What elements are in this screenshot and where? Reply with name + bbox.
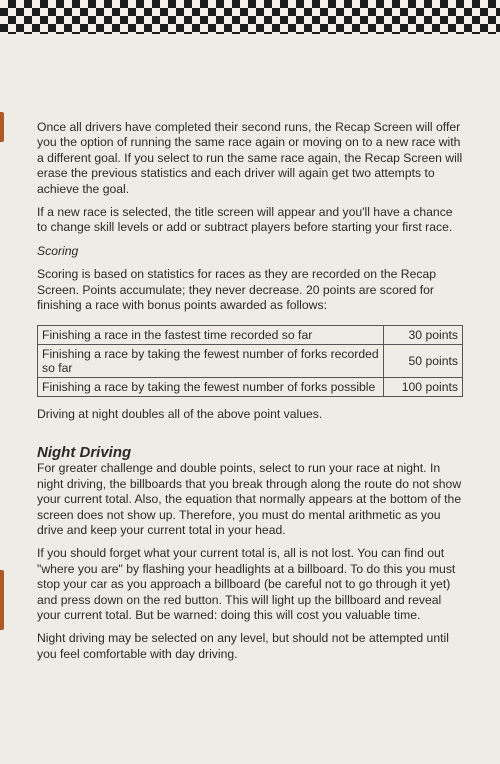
row-points: 50 points (384, 345, 463, 378)
night-driving-heading: Night Driving (37, 443, 132, 461)
checkered-flag-border (0, 0, 500, 34)
row-points: 100 points (384, 378, 463, 397)
table-row (38, 345, 463, 378)
night-driving-paragraph-1: For greater challenge and double points, select to run your race at night. In night driving, the billboards that you break through along the route do not show your current total. Also, the equation that normally appears at the bottom of the screen does not show up. Therefore, you must do mental arithmetic as you drive and keep your current total in your head. (37, 461, 462, 537)
row-description: Finishing a race by taking the fewest number of forks recorded so far (38, 345, 384, 378)
scoring-intro: Scoring is based on statistics for races as they are recorded on the Recap Screen. Points accumulate; they never decrease. 20 points are scored for finishing a race with bonus points awarded as follows: (37, 267, 437, 313)
row-description: Finishing a race by taking the fewest number of forks possible (38, 378, 384, 397)
table-row (38, 378, 463, 397)
night-bonus-note: Driving at night doubles all of the above point values. (37, 407, 323, 422)
scoring-heading: Scoring (37, 243, 79, 258)
night-driving-paragraph-3: Night driving may be selected on any level, but should not be attempted until you feel comfortable with day driving. (37, 631, 449, 661)
recap-paragraph: Once all drivers have completed their second runs, the Recap Screen will offer you the option of running the same race again or moving on to a new race with a different goal. If you select to run the same race again, the Recap Screen will erase the previous statistics and each driver will again get two attempts to achieve the goal. (37, 120, 463, 196)
night-driving-paragraph-2: If you should forget what your current total is, all is not lost. You can find out "where you are" by flashing your headlights at a billboard. To do this you must stop your car as you approach a billboard (be careful not to go through it yet) and press down on the red button. This will light up the billboard and reveal your current total. But be warned: doing this will cost you valuable time. (37, 546, 456, 622)
row-points: 30 points (384, 326, 463, 345)
row-description: Finishing a race in the fastest time recorded so far (38, 326, 384, 345)
binding-mark-top (0, 112, 4, 142)
binding-mark-bottom (0, 570, 4, 630)
table-row (38, 326, 463, 345)
page-content (37, 120, 463, 670)
new-race-paragraph: If a new race is selected, the title screen will appear and you'll have a chance to change skill levels or add or subtract players before starting your first race. (37, 205, 453, 235)
scoring-table (37, 325, 463, 397)
